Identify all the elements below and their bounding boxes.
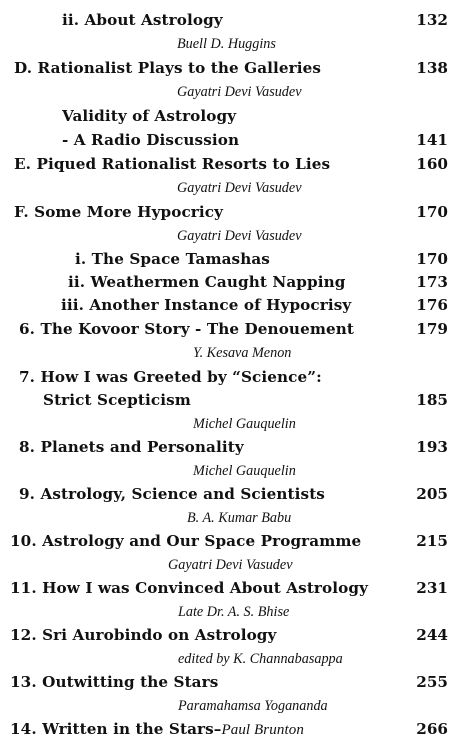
page-number: 244 [416, 626, 448, 644]
toc-author [0, 649, 460, 671]
entry-author: Gayatri Devi Vasudev [177, 84, 302, 100]
entry-title-text: 14. Written in the Stars– [10, 720, 222, 738]
entry-author: edited by K. Channabasappa [178, 651, 343, 667]
toc-entry [0, 249, 460, 271]
page-number: 170 [416, 203, 448, 221]
page-number: 179 [416, 320, 448, 338]
page-number: 185 [416, 391, 448, 409]
toc-entry [0, 106, 460, 128]
page-number: 255 [416, 673, 448, 691]
entry-title: - A Radio Discussion [62, 131, 240, 149]
entry-title: 13. Outwitting the Stars [10, 673, 219, 691]
entry-title: Validity of Astrology [62, 107, 237, 125]
page-number: 205 [416, 485, 448, 503]
entry-author: Late Dr. A. S. Bhise [178, 604, 290, 620]
toc-entry [0, 58, 460, 80]
page-number: 170 [416, 250, 448, 268]
entry-author: Michel Gauquelin [193, 463, 296, 479]
toc-author [0, 226, 460, 248]
toc-author [0, 696, 460, 718]
toc-author [0, 508, 460, 530]
entry-title: 7. How I was Greeted by “Science”: [19, 368, 322, 386]
entry-author: Y. Kesava Menon [193, 345, 292, 361]
entry-title: ii. Weathermen Caught Napping [68, 273, 346, 291]
entry-author: Michel Gauquelin [193, 416, 296, 432]
page-number: 173 [416, 273, 448, 291]
entry-title: i. The Space Tamashas [75, 250, 270, 268]
entry-author: B. A. Kumar Babu [187, 510, 292, 526]
entry-author: Gayatri Devi Vasudev [177, 228, 302, 244]
toc-entry [0, 154, 460, 176]
entry-title: E. Piqued Rationalist Resorts to Lies [14, 155, 331, 173]
entry-title: Strict Scepticism [43, 391, 191, 409]
page-number: 231 [416, 579, 448, 597]
page-number: 266 [416, 720, 448, 738]
toc-author [0, 82, 460, 104]
page-number: 160 [416, 155, 448, 173]
toc-entry [0, 484, 460, 506]
page-number: 138 [416, 59, 448, 77]
toc-entry [0, 10, 460, 32]
toc-entry [0, 531, 460, 553]
toc-entry [0, 295, 460, 317]
page-number: 193 [416, 438, 448, 456]
toc-author [0, 414, 460, 436]
entry-title: 10. Astrology and Our Space Programme [10, 532, 362, 550]
page-number: 176 [416, 296, 448, 314]
entry-author: Paul Brunton [221, 722, 304, 738]
toc-entry [0, 390, 460, 412]
toc-author [0, 602, 460, 624]
entry-author: Gayatri Devi Vasudev [177, 180, 302, 196]
entry-title [10, 719, 304, 740]
toc-entry [0, 625, 460, 647]
toc-entry [0, 719, 460, 741]
entry-title: 8. Planets and Personality [19, 438, 244, 456]
toc-entry [0, 319, 460, 341]
entry-title: 12. Sri Aurobindo on Astrology [10, 626, 277, 644]
toc-author [0, 34, 460, 56]
toc-author [0, 178, 460, 200]
entry-author: Buell D. Huggins [177, 36, 276, 52]
toc-entry [0, 367, 460, 389]
toc-author [0, 343, 460, 365]
entry-title: iii. Another Instance of Hypocrisy [61, 296, 352, 314]
page-number: 141 [416, 131, 448, 149]
toc-entry [0, 202, 460, 224]
page-number: 215 [416, 532, 448, 550]
page-number: 132 [416, 11, 448, 29]
toc-author [0, 555, 460, 577]
toc-entry [0, 272, 460, 294]
entry-title: D. Rationalist Plays to the Galleries [14, 59, 322, 77]
toc-entry [0, 437, 460, 459]
entry-title: 11. How I was Convinced About Astrology [10, 579, 369, 597]
entry-title: 9. Astrology, Science and Scientists [19, 485, 325, 503]
entry-author: Paramahamsa Yogananda [178, 698, 328, 714]
entry-title: F. Some More Hypocricy [14, 203, 224, 221]
entry-title: ii. About Astrology [62, 11, 223, 29]
toc-entry [0, 672, 460, 694]
toc-entry [0, 578, 460, 600]
entry-title: 6. The Kovoor Story - The Denouement [19, 320, 355, 338]
toc-entry [0, 130, 460, 152]
toc-author [0, 461, 460, 483]
entry-author: Gayatri Devi Vasudev [168, 557, 293, 573]
